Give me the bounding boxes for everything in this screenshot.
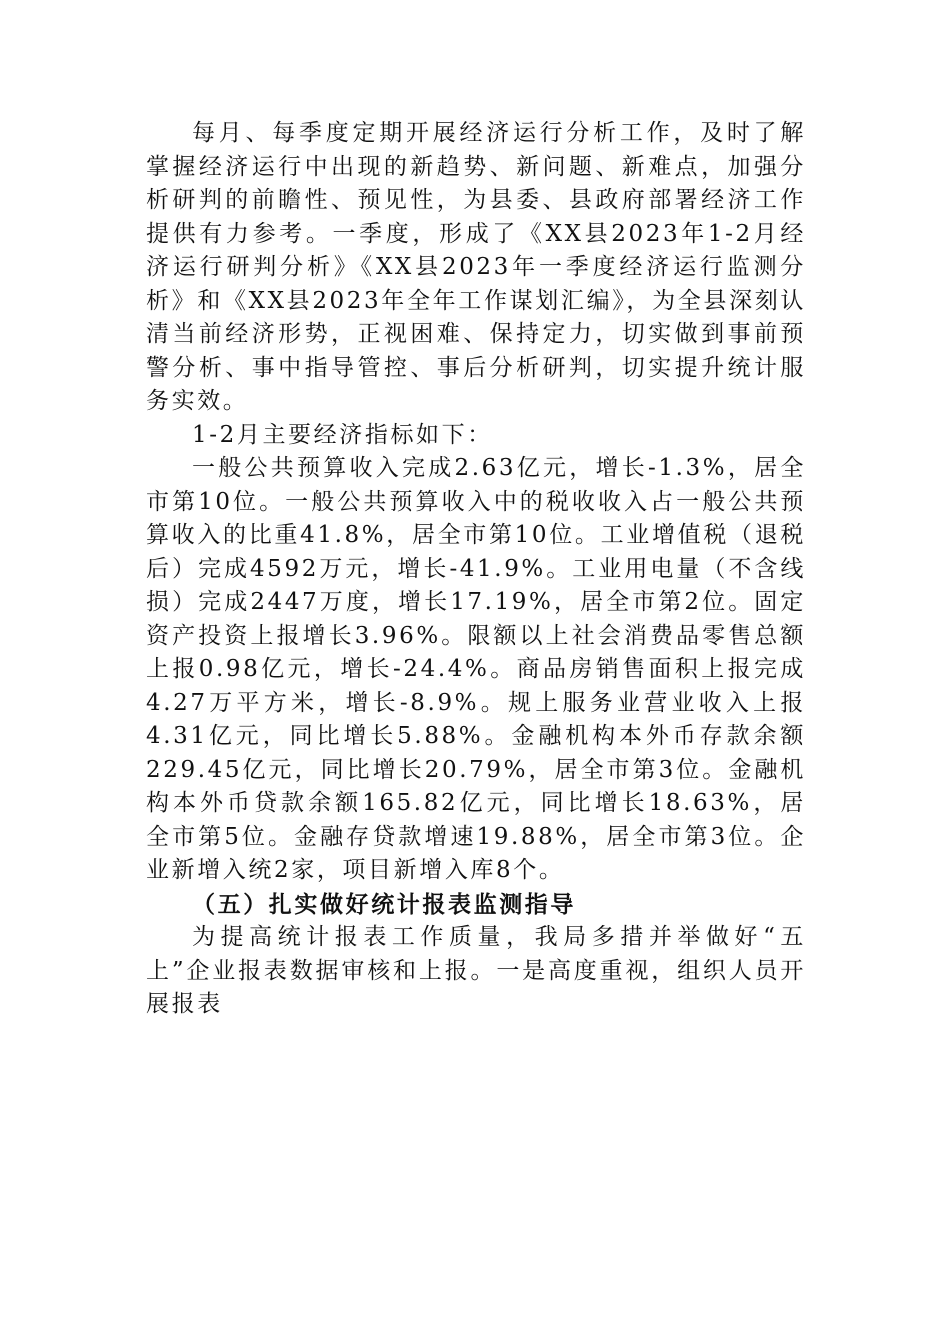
- paragraph-report-quality: 为提高统计报表工作质量，我局多措并举做好“五上”企业报表数据审核和上报。一是高度重视，组织人员开展报表: [146, 924, 806, 1017]
- section-heading: （五）扎实做好统计报表监测指导: [192, 890, 576, 918]
- document-page: [146, 117, 806, 1022]
- paragraph-indicators-intro: 1-2月主要经济指标如下：: [192, 421, 493, 448]
- paragraph-indicators-detail: 一般公共预算收入完成2.63亿元，增长-1.3%，居全市第10位。一般公共预算收入中的税收收入占一般公共预算收入的比重41.8%，居全市第10位。工业增值税（退税后）完成4592万元，增长-41.9%。工业用电量（不含线损）完成2447万度，增长17.19%，居全市第2位。固定资产投资上报增长3.96%。限额以上社会消费品零售总额上报0.98亿元，增长-24.4%。商品房销售面积上报完成4.27万平方米，增长-8.9%。规上服务业营业收入上报4.31亿元，同比增长5.88%。金融机构本外币存款余额229.45亿元，同比增长20.79%，居全市第3位。金融机构本外币贷款余额165.82亿元，同比增长18.63%，居全市第5位。金融存贷款增速19.88%，居全市第3位。企业新增入统2家，项目新增入库8个。: [146, 455, 806, 883]
- paragraph-economic-analysis: 每月、每季度定期开展经济运行分析工作，及时了解掌握经济运行中出现的新趋势、新问题、新难点，加强分析研判的前瞻性、预见性，为县委、县政府部署经济工作提供有力参考。一季度，形成了《XX县2023年1-2月经济运行研判分析》《XX县2023年一季度经济运行监测分析》和《XX县2023年全年工作谋划汇编》，为全县深刻认清当前经济形势，正视困难、保持定力，切实做到事前预警分析、事中指导管控、事后分析研判，切实提升统计服务实效。: [146, 120, 806, 414]
